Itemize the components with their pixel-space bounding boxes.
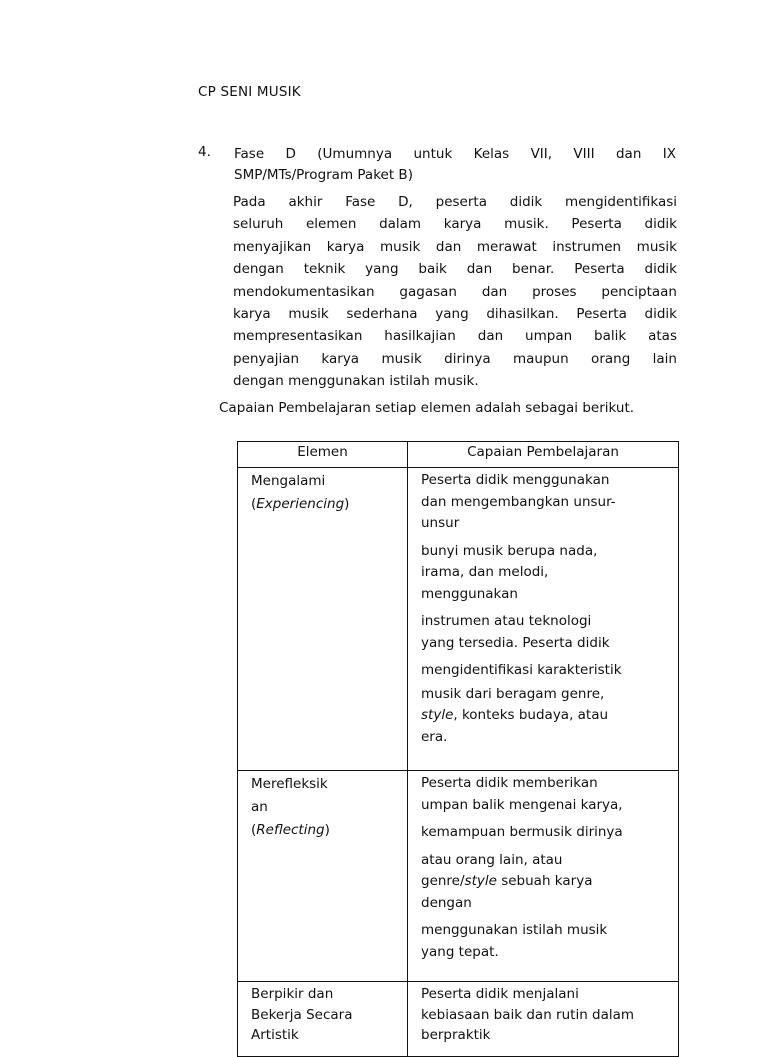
outcome-cell: [408, 771, 679, 982]
outcome-text: mengidentifikasi karakteristik: [421, 662, 622, 678]
element-name: Artistik: [251, 1027, 299, 1043]
element-name: Bekerja Secara: [251, 1006, 353, 1023]
learning-outcomes-table: [237, 441, 679, 1057]
element-name: an: [251, 799, 268, 815]
element-name: Mengalami: [251, 473, 326, 489]
outcome-cell: [408, 468, 679, 771]
paragraph-line: mempresentasikan hasilkajian dan umpan balik atas: [233, 328, 677, 345]
header-elemen: Elemen: [238, 442, 408, 468]
outcome-cell: [408, 982, 679, 1057]
outcome-text: atau orang lain, atau genre/style sebuah karya dengan: [421, 851, 593, 911]
outcome-text: instrumen atau teknologi yang tersedia. Peserta didik: [421, 613, 610, 651]
element-name: Merefleksik: [251, 776, 328, 792]
outcome-text: bunyi musik berupa nada, irama, dan melodi, menggunakan: [421, 542, 598, 602]
element-name: Berpikir dan: [251, 986, 334, 1002]
section-heading-line: Fase D (Umumnya untuk Kelas VII, VIII dan IX: [234, 146, 676, 162]
section-heading: [234, 144, 676, 186]
header-capaian: Capaian Pembelajaran: [408, 442, 679, 468]
element-cell: [238, 468, 408, 771]
section-paragraph: [233, 191, 677, 393]
section-number: 4.: [198, 144, 211, 160]
paragraph-line: mendokumentasikan gagasan dan proses penciptaan: [233, 283, 677, 300]
paragraph-line: dengan menggunakan istilah musik.: [233, 373, 479, 390]
paragraph-line: seluruh elemen dalam karya musik. Peserta didik: [233, 216, 677, 233]
table-row: [238, 771, 679, 982]
outcome-text: menggunakan istilah musik yang tepat.: [421, 922, 608, 960]
outcome-text: Peserta didik memberikan umpan balik mengenai karya,: [421, 775, 623, 813]
paragraph-line: Pada akhir Fase D, peserta didik mengidentifikasi: [233, 194, 677, 210]
element-cell: [238, 771, 408, 982]
paragraph-line: karya musik sederhana yang dihasilkan. Peserta didik: [233, 306, 677, 323]
element-english: (Experiencing): [251, 496, 350, 512]
paragraph-line: menyajikan karya musik dan merawat instrumen musik: [233, 238, 677, 255]
element-english: (Reflecting): [251, 822, 330, 838]
paragraph-line: penyajian karya musik dirinya maupun orang lain: [233, 350, 677, 367]
outcome-text: Peserta didik menjalani kebiasaan baik dan rutin dalam berpraktik: [421, 986, 635, 1043]
outcome-text: musik dari beragam genre, style, konteks budaya, atau era.: [421, 685, 609, 745]
section-heading-line: SMP/MTs/Program Paket B): [234, 167, 413, 183]
document-title: CP SENI MUSIK: [198, 84, 301, 100]
element-cell: [238, 982, 408, 1057]
outcome-text: Peserta didik menggunakan dan mengembangkan unsur- unsur: [421, 472, 616, 531]
table-row: [238, 982, 679, 1057]
table-row: [238, 468, 679, 771]
table-header-row: [238, 442, 679, 468]
paragraph-line: dengan teknik yang baik dan benar. Peserta didik: [233, 261, 677, 278]
summary-sentence: Capaian Pembelajaran setiap elemen adalah sebagai berikut.: [219, 400, 635, 416]
outcome-text: kemampuan bermusik dirinya: [421, 824, 623, 840]
